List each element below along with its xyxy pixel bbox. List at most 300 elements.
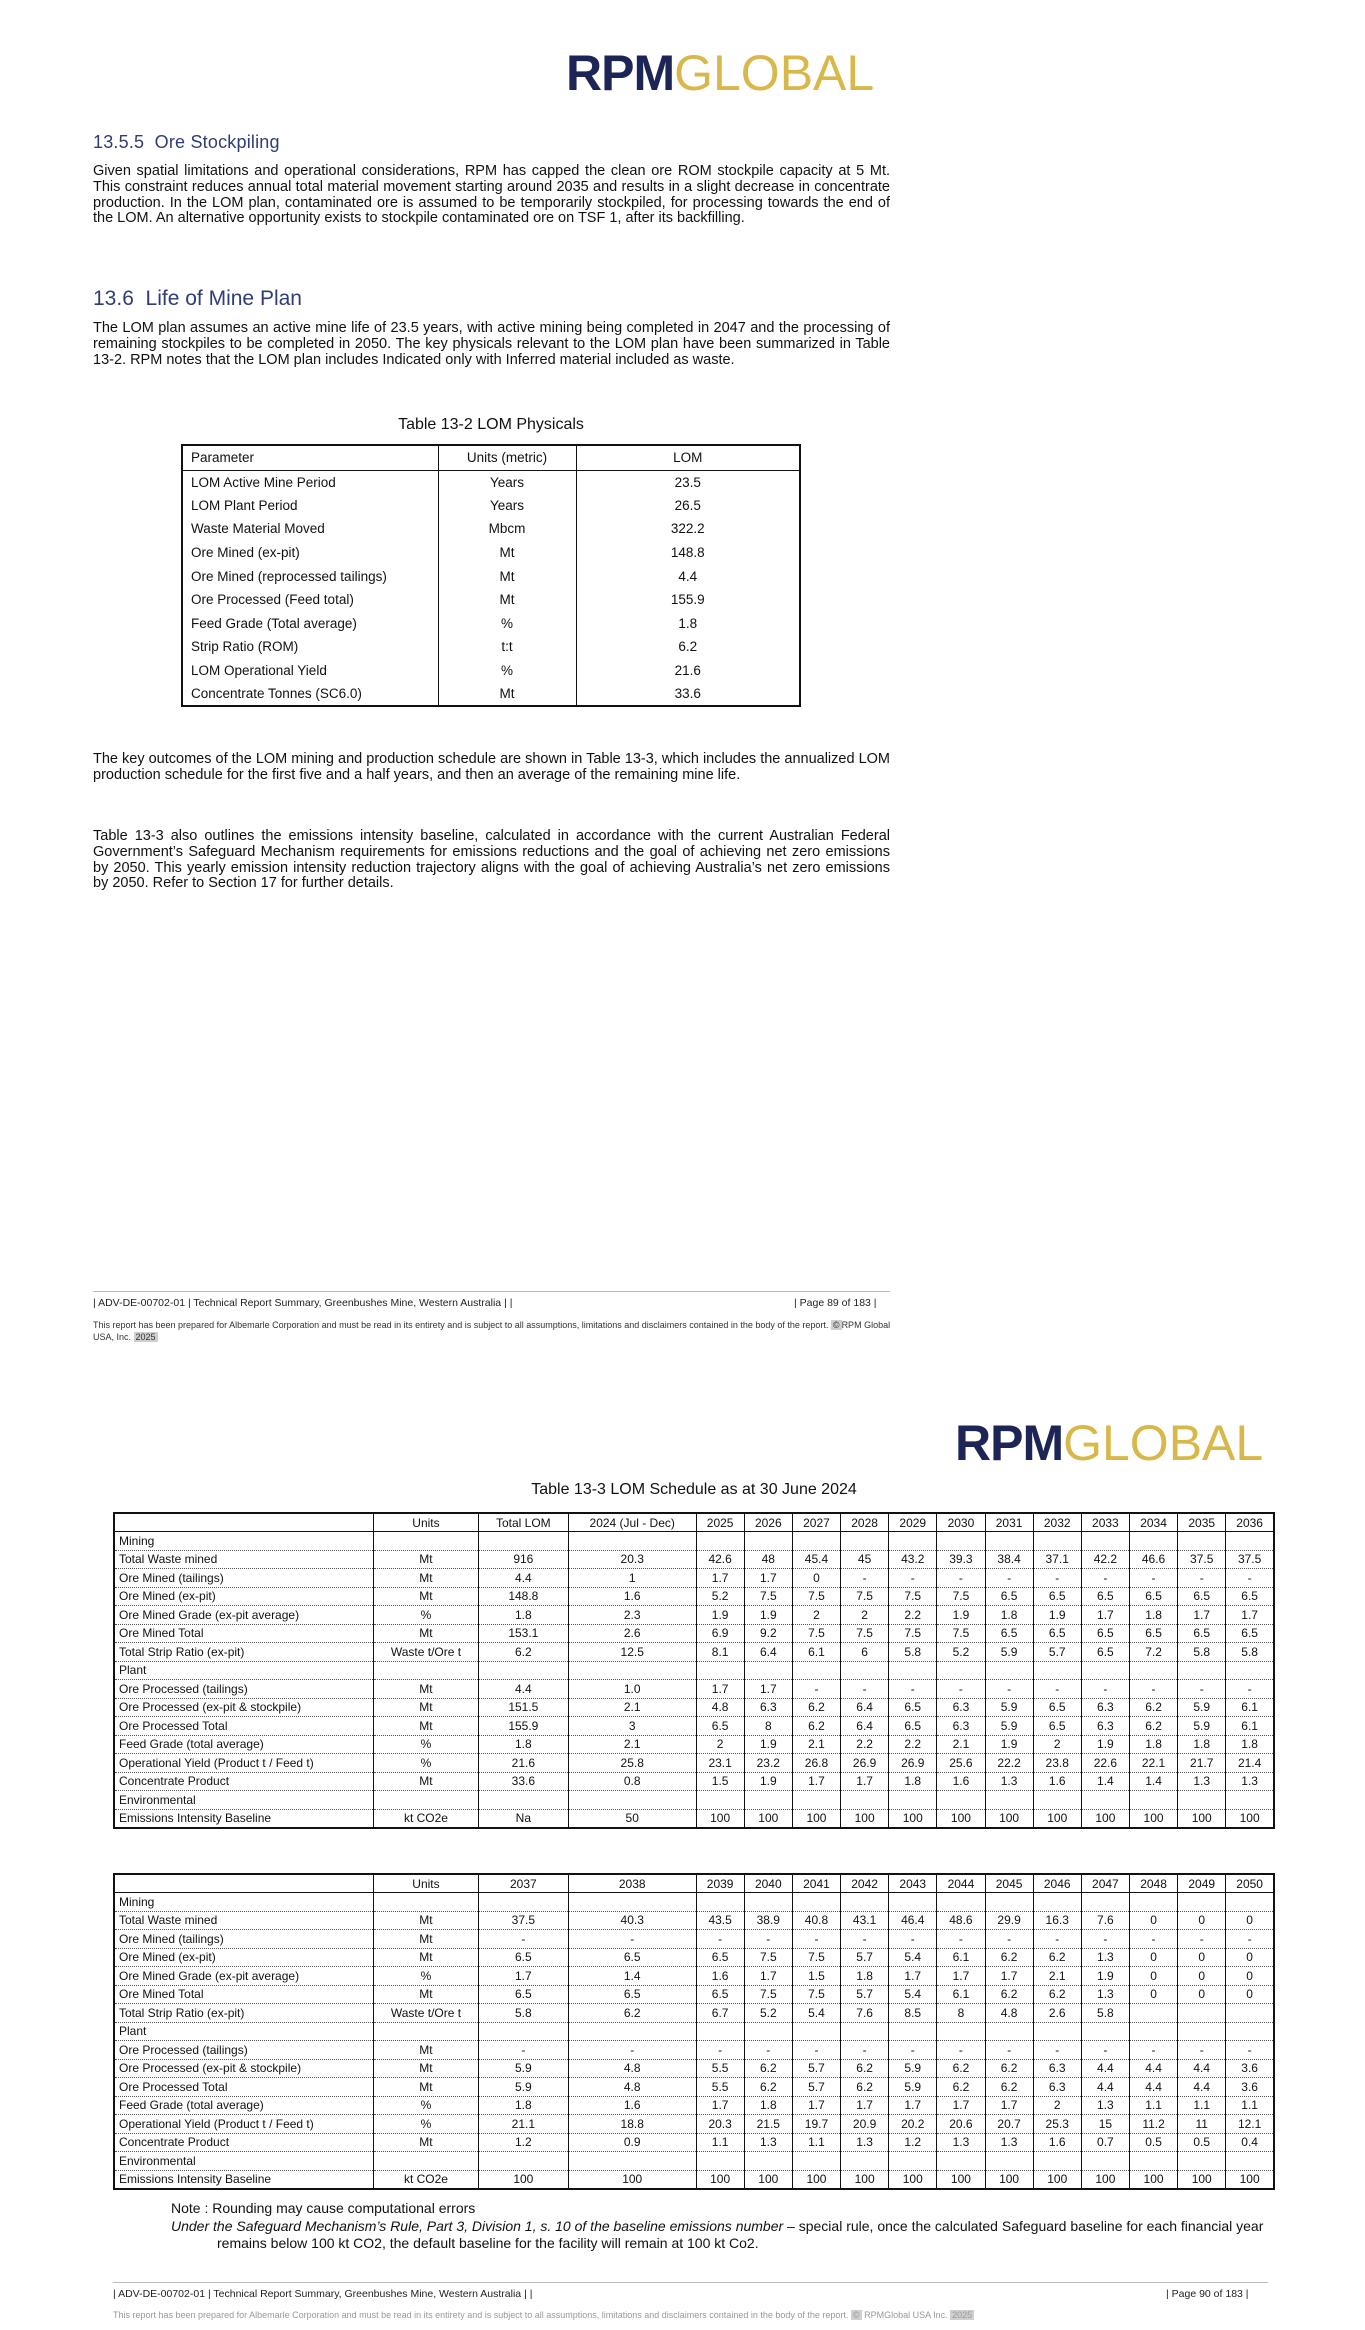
value-cell: 1.7 [792,1772,840,1791]
value-cell: - [1178,1569,1226,1588]
lom-value-cell: 6.2 [678,639,698,655]
table-row [182,682,800,706]
empty-cell [478,2022,568,2041]
row-label: Total Waste mined [114,1911,374,1930]
units-cell: kt CO2e [374,2170,479,2189]
value-cell: 1.5 [792,1967,840,1986]
value-cell: - [1033,1569,1081,1588]
value-cell: 100 [1226,2170,1274,2189]
empty-cell [937,1661,985,1680]
value-cell: - [744,1930,792,1949]
value-cell: 6.5 [889,1698,937,1717]
footer-document-info-page-2: | ADV-DE-00702-01 | Technical Report Summary, Greenbushes Mine, Western Australia | | [113,2288,533,2300]
value-cell: 1.8 [744,2096,792,2115]
value-cell: 29.9 [985,1911,1033,1930]
empty-cell [985,1893,1033,1912]
table-13-3-caption: Table 13-3 LOM Schedule as at 30 June 2024 [531,1481,857,1498]
value-cell: 1.1 [1226,2096,1274,2115]
value-cell: 43.1 [841,1911,889,1930]
value-cell: 5.9 [1178,1698,1226,1717]
value-cell: 2.1 [568,1698,696,1717]
value-cell: 148.8 [478,1587,568,1606]
value-cell: 1.9 [744,1735,792,1754]
units-cell: % [374,1967,479,1986]
empty-cell [937,2022,985,2041]
safeguard-note: Under the Safeguard Mechanism’s Rule, Part 3, Division 1, s. 10 of the baseline emissions number – special rule, once the calculated Safeguard baseline for each financial year remains below 100 kt CO2, the default baseline for the facility will remain at 100 kt Co2. [171,2218,1264,2251]
empty-cell [792,1532,840,1551]
value-cell: 1.7 [744,1569,792,1588]
value-cell: 6.5 [1226,1624,1274,1643]
value-cell: 7.5 [841,1587,889,1606]
value-cell: 2.2 [889,1735,937,1754]
value-cell: 1.7 [937,1967,985,1986]
value-cell: - [937,1680,985,1699]
value-cell: 7.5 [792,1587,840,1606]
lom-schedule-table-2024-2036 [113,1512,1275,1829]
table-header-row [114,1874,1274,1893]
table-row [114,1643,1274,1662]
value-cell: 6.5 [1081,1587,1129,1606]
empty-cell [1081,1661,1129,1680]
value-cell: 6.2 [478,1643,568,1662]
empty-cell [1129,1893,1177,1912]
value-cell: 7.5 [889,1587,937,1606]
value-cell: 48.6 [937,1911,985,1930]
value-cell: 4.8 [568,2078,696,2097]
value-cell: 2.1 [792,1735,840,1754]
column-header: 2024 (Jul - Dec) [568,1513,696,1532]
row-label: Emissions Intensity Baseline [114,2170,374,2189]
table-row [114,1587,1274,1606]
value-cell: 6 [841,1643,889,1662]
value-cell: - [568,2041,696,2060]
parameter-cell: Waste Material Moved [182,517,438,541]
value-cell: 1.5 [696,1772,744,1791]
value-cell: 4.4 [478,1569,568,1588]
value-cell: 6.4 [744,1643,792,1662]
value-cell: - [1178,2041,1226,2060]
value-cell: 4.4 [1081,2078,1129,2097]
value-cell: 1.7 [744,1680,792,1699]
empty-cell [744,1893,792,1912]
empty-cell [568,1791,696,1810]
empty-cell [937,1791,985,1810]
table-row [114,1911,1274,1930]
value-cell: 3.6 [1226,2059,1274,2078]
value-cell: - [841,2041,889,2060]
empty-cell [744,2152,792,2171]
units-cell: Mt [374,1772,479,1791]
value-cell: 5.7 [1033,1643,1081,1662]
empty-cell [568,1893,696,1912]
value-cell: 6.9 [696,1624,744,1643]
units-cell: % [438,612,576,636]
value-cell: 1.8 [478,1735,568,1754]
value-cell: 20.6 [937,2115,985,2134]
empty-cell [937,2152,985,2171]
value-cell: 6.5 [1178,1587,1226,1606]
row-label: Concentrate Product [114,2133,374,2152]
value-cell: 100 [841,1809,889,1828]
value-cell: - [1033,1930,1081,1949]
column-header: 2031 [985,1513,1033,1532]
value-cell: - [1178,1680,1226,1699]
value-cell: 1.4 [568,1967,696,1986]
value-cell: - [889,1930,937,1949]
value-cell: 100 [1178,1809,1226,1828]
value-cell: 5.4 [889,1985,937,2004]
value-cell: 1.2 [889,2133,937,2152]
value-cell: 5.8 [1178,1643,1226,1662]
units-cell: t:t [438,635,576,659]
table-row [114,1985,1274,2004]
value-cell: 0 [1129,1985,1177,2004]
value-cell: 2 [792,1606,840,1625]
footer-disclaimer: This report has been prepared for Albemarle Corporation and must be read in its entirety and is subject to all assumptions, limitations and disclaimers contained in the body of the report. © RPM Global USA, Inc. 2025 [93,1320,891,1342]
value-cell: - [937,1569,985,1588]
empty-cell [1178,1661,1226,1680]
value-cell: - [1129,1569,1177,1588]
row-label: Ore Processed (tailings) [114,1680,374,1699]
value-cell: 3 [568,1717,696,1736]
value-cell: 1.3 [1178,1772,1226,1791]
value-cell: 5.8 [478,2004,568,2023]
value-cell: 6.2 [937,2078,985,2097]
value-cell: 1.8 [478,2096,568,2115]
value-cell: 21.7 [1178,1754,1226,1773]
value-cell: 153.1 [478,1624,568,1643]
value-cell: 6.5 [478,1948,568,1967]
value-cell: - [1129,1930,1177,1949]
value-cell: 8 [937,2004,985,2023]
section-row [114,1791,1274,1810]
value-cell: 0 [1129,1967,1177,1986]
row-label: Feed Grade (total average) [114,1735,374,1754]
value-cell: 12.1 [1226,2115,1274,2134]
value-cell: 2.2 [841,1735,889,1754]
value-cell: 42.6 [696,1550,744,1569]
empty-cell [1081,2022,1129,2041]
units-cell: Mt [438,682,576,706]
units-cell: Years [438,470,576,494]
value-cell: 1.7 [841,1772,889,1791]
empty-cell [985,1791,1033,1810]
value-cell: 6.7 [696,2004,744,2023]
value-cell: 1.1 [696,2133,744,2152]
value-cell: 6.5 [1226,1587,1274,1606]
value-cell: 0.5 [1129,2133,1177,2152]
value-cell: - [889,2041,937,2060]
parameter-cell: Concentrate Tonnes (SC6.0) [182,682,438,706]
value-cell: 5.9 [478,2078,568,2097]
value-cell: 6.2 [792,1717,840,1736]
units-cell: % [438,659,576,683]
table-row [114,1569,1274,1588]
value-cell: - [889,1680,937,1699]
parameter-cell: Feed Grade (Total average) [182,612,438,636]
empty-cell [889,2022,937,2041]
value-cell: 1.7 [1178,1606,1226,1625]
value-cell: 42.2 [1081,1550,1129,1569]
value-cell: - [841,1930,889,1949]
value-cell: 6.2 [744,2078,792,2097]
value-cell: - [792,2041,840,2060]
value-cell: 4.4 [1129,2059,1177,2078]
value-cell: 6.3 [937,1698,985,1717]
column-header: 2047 [1081,1874,1129,1893]
value-cell: 155.9 [478,1717,568,1736]
units-cell: Mt [374,1948,479,1967]
value-cell: 2 [696,1735,744,1754]
units-cell: Mt [374,1985,479,2004]
value-cell: 100 [889,1809,937,1828]
value-cell: 5.2 [696,1587,744,1606]
value-cell: 1.3 [985,1772,1033,1791]
column-header: 2028 [841,1513,889,1532]
units-cell: Mbcm [438,517,576,541]
value-cell: 19.7 [792,2115,840,2134]
value-cell: 100 [1033,2170,1081,2189]
value-cell: 21.4 [1226,1754,1274,1773]
value-cell: 4.4 [1081,2059,1129,2078]
value-cell: - [937,1930,985,1949]
column-header: 2046 [1033,1874,1081,1893]
value-cell: 6.2 [985,1948,1033,1967]
value-cell: 5.8 [1081,2004,1129,2023]
value-cell: 916 [478,1550,568,1569]
value-cell: 6.2 [985,2078,1033,2097]
empty-cell [841,1791,889,1810]
table-row [182,612,800,636]
value-cell: 6.2 [792,1698,840,1717]
empty-cell [478,1661,568,1680]
units-cell: Mt [374,1930,479,1949]
empty-cell [1226,1661,1274,1680]
column-header: 2029 [889,1513,937,1532]
value-cell: 6.2 [841,2078,889,2097]
column-header: Units [374,1513,479,1532]
empty-cell [985,1661,1033,1680]
empty-cell [985,2022,1033,2041]
value-cell: 6.5 [696,1717,744,1736]
empty-cell [478,1791,568,1810]
row-label: Operational Yield (Product t / Feed t) [114,2115,374,2134]
column-header: 2040 [744,1874,792,1893]
value-cell: 1.4 [1129,1772,1177,1791]
value-cell [1226,2004,1274,2023]
empty-cell [937,1532,985,1551]
column-header: 2038 [568,1874,696,1893]
empty-cell [374,1661,479,1680]
parameter-cell: LOM Active Mine Period [182,470,438,494]
value-cell: 1.7 [1226,1606,1274,1625]
value-cell: 1.3 [841,2133,889,2152]
value-cell: 43.2 [889,1550,937,1569]
value-cell: 6.5 [1033,1698,1081,1717]
value-cell: - [1226,1569,1274,1588]
value-cell: 100 [696,1809,744,1828]
value-cell: 4.4 [1178,2078,1226,2097]
table-13-2-caption: Table 13-2 LOM Physicals [398,416,584,433]
parameter-cell: Strip Ratio (ROM) [182,635,438,659]
value-cell: - [1033,2041,1081,2060]
value-cell: 11 [1178,2115,1226,2134]
units-cell: Mt [374,1569,479,1588]
value-cell: 2.1 [568,1735,696,1754]
empty-cell [1226,1532,1274,1551]
empty-cell [744,2022,792,2041]
value-cell: 6.2 [985,1985,1033,2004]
table-row [182,517,800,541]
section-label: Environmental [114,1791,374,1810]
value-cell: 1.1 [792,2133,840,2152]
table-row [182,659,800,683]
value-cell: 39.3 [937,1550,985,1569]
units-cell: Mt [374,1587,479,1606]
empty-cell [841,1532,889,1551]
section-label: Plant [114,2022,374,2041]
value-cell: 25.8 [568,1754,696,1773]
empty-cell [1033,2152,1081,2171]
value-cell: 1.7 [696,1569,744,1588]
value-cell: 5.5 [696,2059,744,2078]
value-cell: 0 [1129,1911,1177,1930]
units-cell: Mt [374,1624,479,1643]
value-cell: 100 [792,2170,840,2189]
value-cell: 1.8 [889,1772,937,1791]
section-label: Mining [114,1532,374,1551]
value-cell: 43.5 [696,1911,744,1930]
value-cell: 1.7 [985,1967,1033,1986]
value-cell: 100 [1178,2170,1226,2189]
empty-cell [937,1893,985,1912]
row-label: Operational Yield (Product t / Feed t) [114,1754,374,1773]
units-cell: % [374,2115,479,2134]
value-cell: 6.3 [1033,2059,1081,2078]
value-cell: - [1226,1930,1274,1949]
row-label: Ore Mined (ex-pit) [114,1587,374,1606]
empty-cell [696,2152,744,2171]
value-cell: 6.5 [568,1985,696,2004]
row-label: Ore Mined (tailings) [114,1569,374,1588]
value-cell: 6.2 [1129,1698,1177,1717]
value-cell: 5.2 [744,2004,792,2023]
empty-cell [1226,1791,1274,1810]
units-cell: kt CO2e [374,1809,479,1828]
table-row [114,2115,1274,2134]
value-cell: 6.1 [937,1948,985,1967]
value-cell: 6.5 [696,1948,744,1967]
value-cell: - [985,1569,1033,1588]
empty-cell [1226,1893,1274,1912]
empty-cell [841,2152,889,2171]
value-cell: 33.6 [478,1772,568,1791]
value-cell: 6.3 [1081,1717,1129,1736]
value-cell: 1.6 [568,2096,696,2115]
value-cell: 1.2 [478,2133,568,2152]
table-row [114,1735,1274,1754]
value-cell: 6.3 [1033,2078,1081,2097]
column-header: 2036 [1226,1513,1274,1532]
value-cell: 0 [1129,1948,1177,1967]
row-label: Ore Processed Total [114,2078,374,2097]
table-row [182,635,800,659]
table-row [114,1930,1274,1949]
value-cell: 3.6 [1226,2078,1274,2097]
value-cell: 2 [841,1606,889,1625]
value-cell: - [1129,2041,1177,2060]
row-label: Total Strip Ratio (ex-pit) [114,1643,374,1662]
value-cell: 151.5 [478,1698,568,1717]
empty-cell [374,1532,479,1551]
empty-cell [568,1532,696,1551]
table-row [114,1698,1274,1717]
value-cell: 5.9 [985,1717,1033,1736]
section-heading-13-6: 13.6 Life of Mine Plan [93,287,302,310]
value-cell: 1.9 [985,1735,1033,1754]
value-cell: 7.5 [792,1985,840,2004]
empty-cell [792,1791,840,1810]
value-cell: - [568,1930,696,1949]
value-cell: - [1081,1930,1129,1949]
empty-cell [696,1661,744,1680]
lom-value-cell: 33.6 [674,686,701,702]
value-cell: 45 [841,1550,889,1569]
emissions-paragraph: Table 13-3 also outlines the emissions intensity baseline, calculated in accordance with the current Australian Federal Government’s Safeguard Mechanism requirements for emissions reductions and the goal of achieving net zero emissions by 2050. This yearly emission intensity reduction trajectory aligns with the goal of achieving Australia’s net zero emissions by 2050. Refer to Section 17 for further details. [93,828,890,892]
value-cell: 6.2 [841,2059,889,2078]
value-cell: - [792,1930,840,1949]
units-cell: Mt [374,1698,479,1717]
table-row [114,2078,1274,2097]
value-cell: 1.7 [937,2096,985,2115]
value-cell: 6.5 [889,1717,937,1736]
empty-cell [568,2152,696,2171]
rounding-note: Note : Rounding may cause computational errors [171,2200,476,2216]
units-cell: Mt [438,588,576,612]
table-row [114,1717,1274,1736]
table-row [182,494,800,518]
value-cell: 5.5 [696,2078,744,2097]
value-cell: 1.3 [1081,1948,1129,1967]
value-cell: 7.5 [744,1587,792,1606]
empty-cell [1081,1791,1129,1810]
row-label: Ore Processed (ex-pit & stockpile) [114,1698,374,1717]
value-cell: 22.6 [1081,1754,1129,1773]
value-cell: 6.5 [1033,1624,1081,1643]
header-parameter: Parameter [182,445,438,470]
empty-cell [1129,2152,1177,2171]
empty-cell [744,1661,792,1680]
value-cell: 8.1 [696,1643,744,1662]
value-cell: - [1178,1930,1226,1949]
value-cell: 5.4 [889,1948,937,1967]
row-label: Total Waste mined [114,1550,374,1569]
value-cell: 1.7 [696,1680,744,1699]
value-cell: 26.9 [841,1754,889,1773]
empty-cell [1033,1532,1081,1551]
section-row [114,2022,1274,2041]
column-header: 2042 [841,1874,889,1893]
lom-value-cell: 23.5 [674,474,701,490]
empty-cell [374,2022,479,2041]
value-cell: 20.9 [841,2115,889,2134]
value-cell [1129,2004,1177,2023]
units-cell: Mt [374,1911,479,1930]
value-cell: 15 [1081,2115,1129,2134]
value-cell: - [696,1930,744,1949]
value-cell: 6.2 [744,2059,792,2078]
table-row [182,564,800,588]
